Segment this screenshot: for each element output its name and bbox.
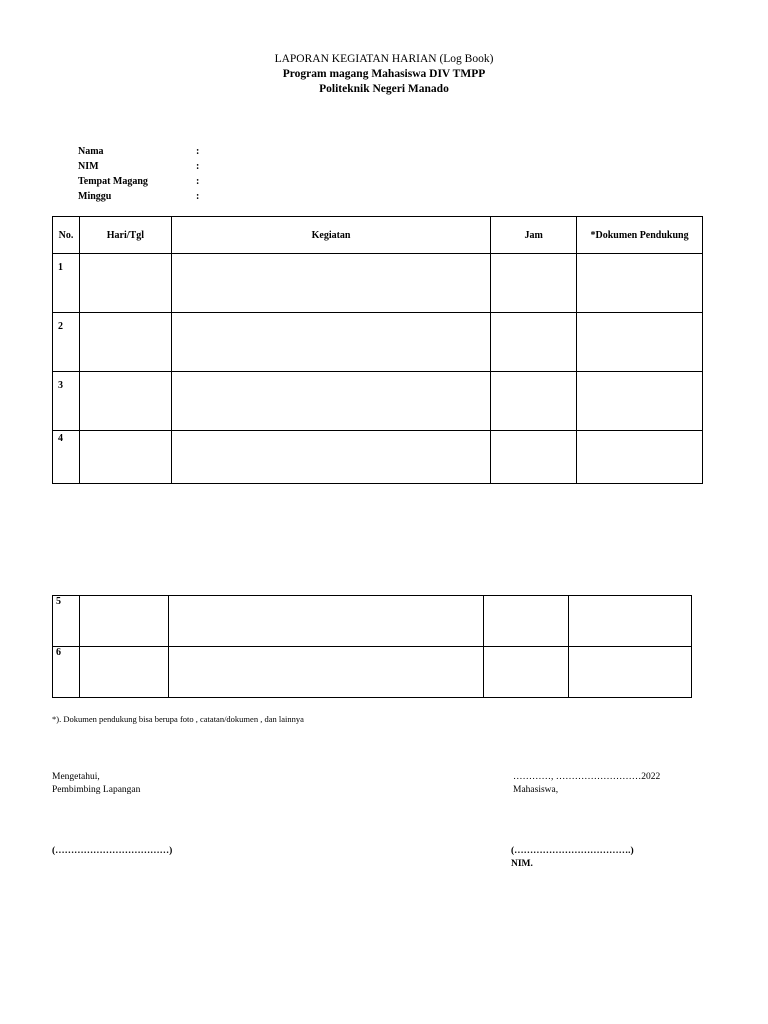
cell-jam	[491, 313, 577, 372]
student-name-line: (……………………………….)	[511, 846, 634, 856]
cell-hari-tgl	[79, 647, 168, 698]
log-table	[52, 216, 703, 484]
document-subtitle: Program magang Mahasiswa DIV TMPP	[282, 68, 486, 80]
document-title: LAPORAN KEGIATAN HARIAN (Log Book)	[274, 53, 494, 65]
signature-place-date: …………, ………………………2022	[513, 772, 661, 782]
cell-kegiatan	[171, 313, 490, 372]
table-row	[53, 431, 703, 484]
document-title-block	[0, 52, 768, 97]
cell-jam	[491, 254, 577, 313]
student-name-block	[511, 845, 634, 871]
cell-hari-tgl	[79, 431, 171, 484]
cell-jam	[491, 431, 577, 484]
info-colon: :	[196, 161, 200, 172]
row-number: 6	[53, 647, 80, 698]
cell-kegiatan	[171, 254, 490, 313]
header-kegiatan: Kegiatan	[171, 217, 490, 254]
cell-jam	[484, 596, 569, 647]
signature-student	[513, 771, 660, 797]
cell-jam	[484, 647, 569, 698]
signature-supervisor	[52, 771, 140, 797]
supervisor-name-line: (………………………………)	[52, 846, 173, 856]
cell-kegiatan	[171, 372, 490, 431]
cell-jam	[491, 372, 577, 431]
info-colon: :	[196, 146, 200, 157]
header-jam: Jam	[491, 217, 577, 254]
student-nim-label: NIM.	[511, 859, 533, 869]
row-number: 5	[53, 596, 80, 647]
table-row	[53, 372, 703, 431]
row-number: 4	[53, 431, 80, 484]
row-number: 3	[53, 372, 80, 431]
signature-supervisor-title: Pembimbing Lapangan	[52, 785, 141, 795]
cell-dokumen	[569, 647, 692, 698]
cell-hari-tgl	[79, 372, 171, 431]
header-hari-tgl: Hari/Tgl	[79, 217, 171, 254]
cell-dokumen	[577, 254, 703, 313]
cell-kegiatan	[168, 647, 483, 698]
table-row	[53, 596, 692, 647]
table-header-row	[53, 217, 703, 254]
info-label: Minggu	[78, 191, 112, 202]
cell-kegiatan	[168, 596, 483, 647]
cell-dokumen	[577, 372, 703, 431]
info-row-tempat-magang	[78, 174, 206, 189]
info-colon: :	[196, 191, 200, 202]
info-label: NIM	[78, 161, 99, 172]
cell-hari-tgl	[79, 313, 171, 372]
row-number: 2	[53, 313, 80, 372]
cell-dokumen	[577, 313, 703, 372]
info-row-nama	[78, 144, 206, 159]
info-row-nim	[78, 159, 206, 174]
header-dokumen-pendukung: *Dokumen Pendukung	[577, 217, 703, 254]
table-row	[53, 647, 692, 698]
cell-hari-tgl	[79, 254, 171, 313]
info-row-minggu	[78, 189, 206, 204]
student-info	[78, 144, 206, 204]
info-colon: :	[196, 176, 200, 187]
info-label: Tempat Magang	[78, 176, 148, 187]
log-table-continued	[52, 595, 692, 698]
cell-dokumen	[569, 596, 692, 647]
table-row	[53, 254, 703, 313]
cell-dokumen	[577, 431, 703, 484]
cell-hari-tgl	[79, 596, 168, 647]
signature-student-title: Mahasiswa,	[513, 785, 559, 795]
signature-acknowledge: Mengetahui,	[52, 772, 100, 782]
header-no: No.	[53, 217, 80, 254]
info-label: Nama	[78, 146, 104, 157]
row-number: 1	[53, 254, 80, 313]
document-institution: Politeknik Negeri Manado	[319, 83, 449, 95]
footnote: *). Dokumen pendukung bisa berupa foto , catatan/dokumen , dan lainnya	[52, 714, 304, 724]
table-row	[53, 313, 703, 372]
cell-kegiatan	[171, 431, 490, 484]
